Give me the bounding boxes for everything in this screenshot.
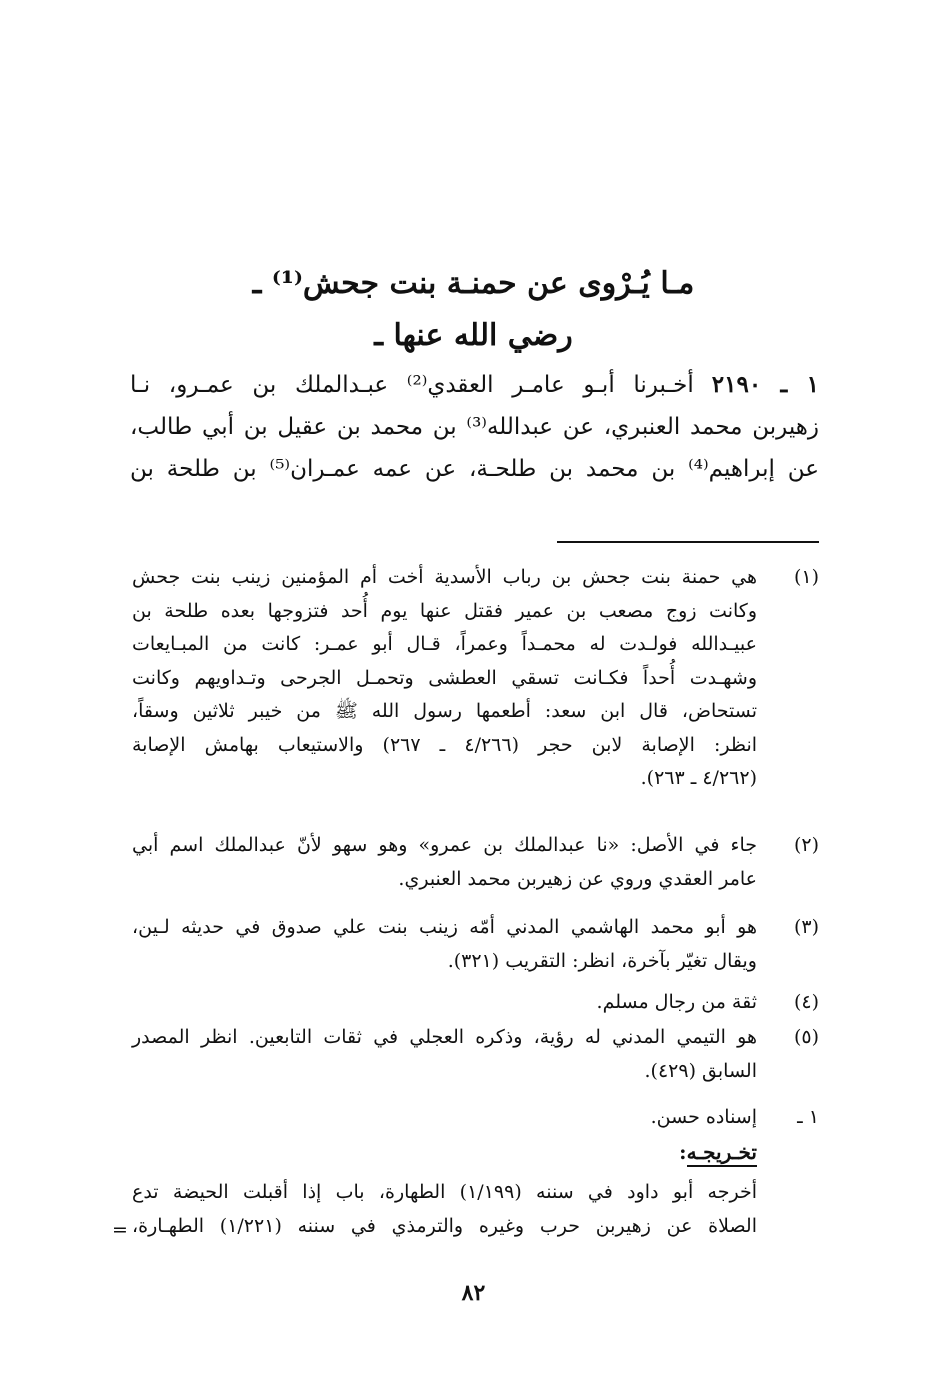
footnote-mark: (٤) xyxy=(793,991,819,1013)
chapter-heading-line-2: رضي الله عنها ـ xyxy=(374,318,573,353)
footnote-text: هو أبو محمد الهاشمي المدني أمّه زينب بنت علي صدوق في حديثه لـين، ويقال تغيّر بآخرة، انظر: التقريب (٣٢١). xyxy=(132,916,757,972)
hadith-line: عن إبراهيم⁽⁴⁾ بن محمد بن طلحـة، عن عمه عمـران⁽⁵⁾ بن طلحة بن xyxy=(130,456,820,482)
isnad-note xyxy=(132,1101,819,1135)
footnote-5 xyxy=(132,1021,819,1088)
footnote-2 xyxy=(132,829,819,896)
footnote-1 xyxy=(132,561,819,796)
chapter-heading-line-1: مـا يُـرْوى عن حمنـة بنت جحش⁽¹⁾ ـ xyxy=(252,266,695,301)
footnote-text: هو التيمي المدني له رؤية، وذكره العجلي في ثقات التابعين. انظر المصدر السابق (٤٢٩). xyxy=(132,1026,757,1082)
hadith-number: ١ ـ ٢١٩٠ xyxy=(711,371,819,398)
footnote-mark: (٥) xyxy=(793,1026,819,1048)
footnote-4 xyxy=(132,986,819,1020)
continuation-mark: = xyxy=(112,1219,128,1241)
takhrij-heading xyxy=(679,1136,757,1169)
takhrij-line: أخرجه أبو داود في سننه (١/١٩٩) الطهارة، باب إذا أقبلت الحيضة تدع xyxy=(132,1181,757,1203)
isnad-note-mark: ١ ـ xyxy=(797,1106,819,1128)
takhrij-label: تخـريجـه xyxy=(687,1140,757,1167)
footnote-mark: (١) xyxy=(793,566,819,588)
footnote-text: جاء في الأصل: «نا عبدالملك بن عمرو» وهو سهو لأنّ عبدالملك اسم أبي عامر العقدي وروي عن زهيربن محمد العنبري. xyxy=(132,834,757,890)
footnote-text: ثقة من رجال مسلم. xyxy=(596,991,757,1013)
footnote-mark: (٣) xyxy=(793,916,819,938)
hadith-text xyxy=(130,364,819,490)
page-number: ٨٢ xyxy=(461,1280,486,1306)
isnad-note-text: إسناده حسن. xyxy=(650,1106,757,1128)
footnote-mark: (٢) xyxy=(793,834,819,856)
footnote-3 xyxy=(132,911,819,978)
footnote-text: هي حمنة بنت جحش بن رباب الأسدية أخت أم المؤمنين زينب بنت جحش وكانت زوج مصعب بن عمير فقتل عنها يوم أُحد فتزوجها بعده طلحة بن عبيـدالله فولـدت له محمـداً وعمراً، قـال أبو عمـر: كانت من المبـايعات وشهـدت أُحداً فكـانت تسقي العطشى وتحمـل الجرحى وتـداويهم وكانت تستحاض، قال ابن سعد: أطعمها رسول الله ﷺ من خيبر ثلاثين وسقاً، انظر: الإصابة لابن حجر (٤/٢٦٦ ـ ٢٦٧) والاستيعاب بهامش الإصابة (٤/٢٦٢ ـ ٢٦٣). xyxy=(132,566,758,789)
hadith-line: زهيربن محمد العنبري، عن عبدالله⁽³⁾ بن محمد بن عقيل بن أبي طالب، xyxy=(130,414,819,440)
takhrij-line: الصلاة عن زهيربن حرب وغيره والترمذي في سننه (١/٢٢١) الطهـارة، xyxy=(132,1215,758,1237)
takhrij-colon: : xyxy=(679,1140,687,1164)
hadith-line: ١ ـ ٢١٩٠أخـبرنا أبـو عامـر العقدي⁽²⁾ عبـدالملك بن عمـرو، نـا xyxy=(130,371,819,398)
footnote-separator xyxy=(557,541,819,543)
takhrij-text xyxy=(112,1175,758,1243)
